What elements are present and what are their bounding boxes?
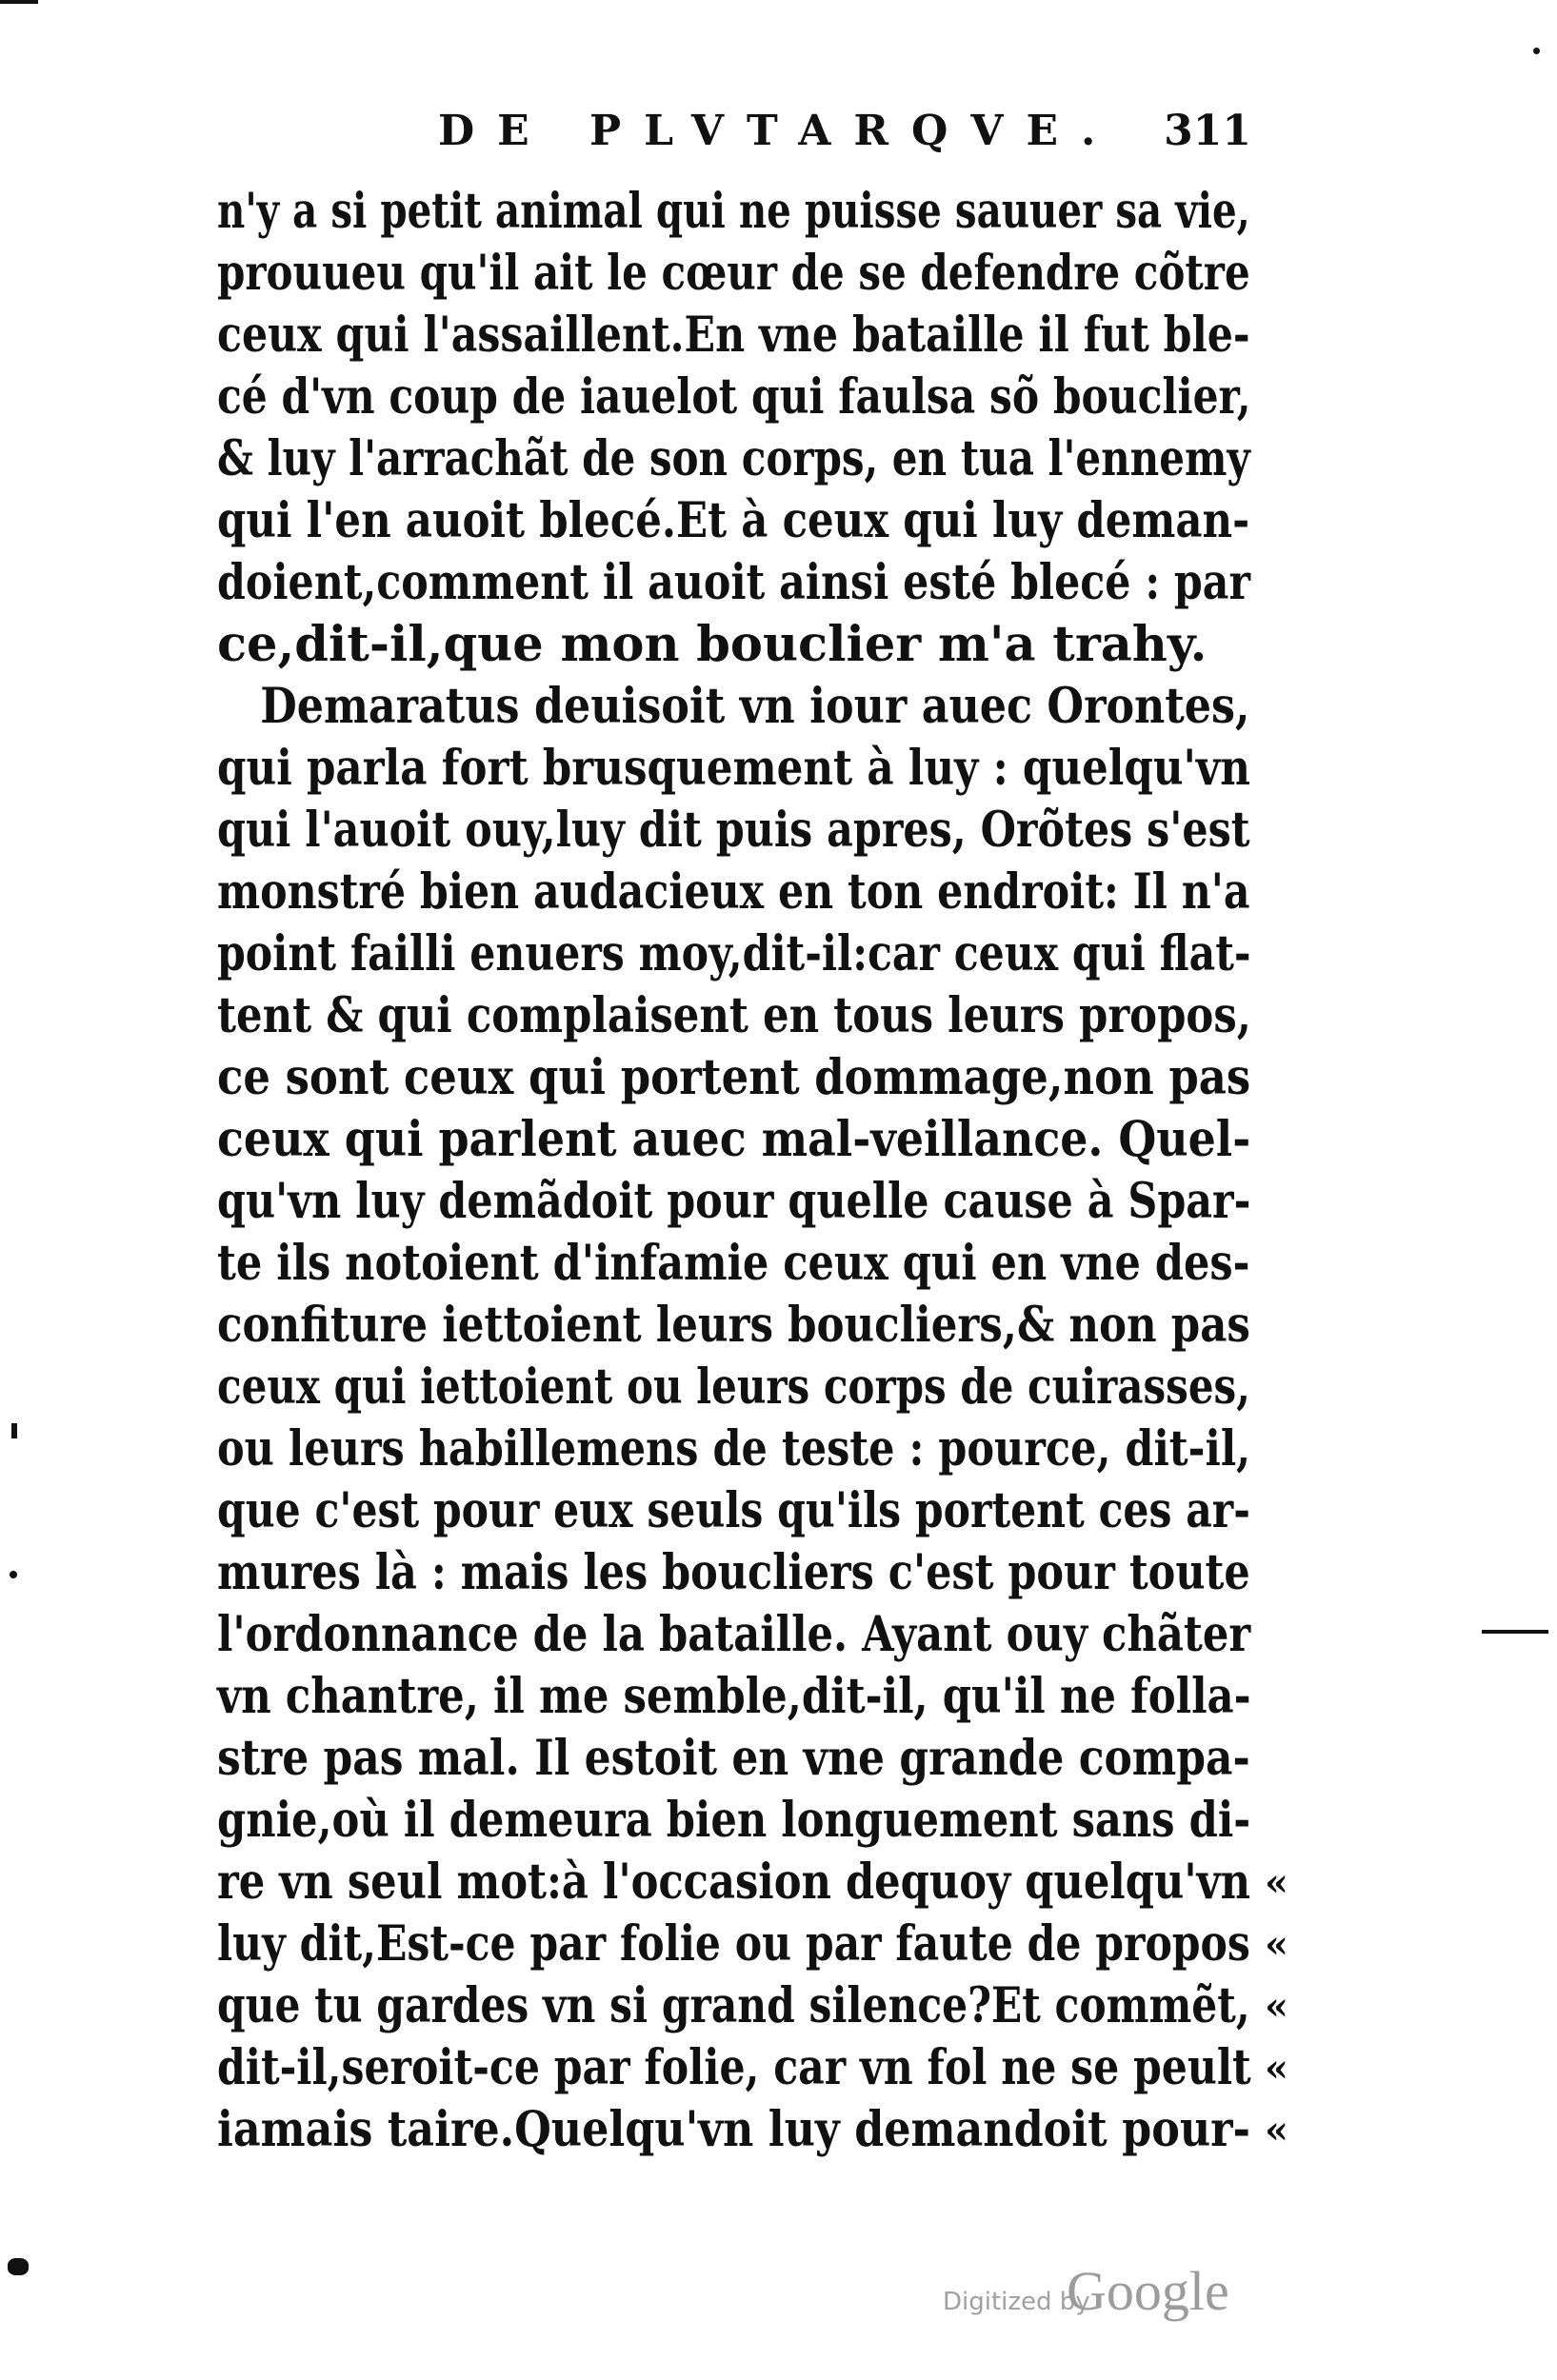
text-line: [217, 243, 1284, 305]
text-line: [217, 1975, 1288, 2037]
text-line: [217, 1295, 1284, 1357]
text-line: [217, 305, 1284, 367]
line-text: ou leurs habillemens de teste : pource, dit-il,: [217, 1420, 1251, 1478]
text-line: [217, 1418, 1284, 1480]
line-text: re vn seul mot:à l'occasion dequoy quelqu'vn: [217, 1854, 1251, 1911]
line-text: qu'vn luy demãdoit pour quelle cause à Spar-: [217, 1173, 1251, 1230]
text-line: [217, 1357, 1284, 1418]
ink-speck: [1482, 1630, 1548, 1634]
text-line: [217, 1233, 1284, 1295]
margin-quote-marker: «: [1265, 1922, 1288, 1967]
text-line: [217, 1109, 1284, 1171]
margin-quote-marker: «: [1265, 1860, 1288, 1905]
text-line: [217, 1852, 1288, 1914]
line-text: que c'est pour eux seuls qu'ils portent ces ar-: [217, 1482, 1250, 1539]
text-line: [217, 367, 1284, 428]
text-line: [217, 428, 1284, 490]
digitized-by-label: Digitized by: [943, 2288, 1090, 2316]
text-line: [217, 923, 1284, 985]
line-text: iamais taire.Quelqu'vn luy demandoit pour-: [217, 2101, 1250, 2158]
line-text: ceux qui parlent auec mal-veillance. Quel-: [217, 1111, 1251, 1168]
line-text: ceux qui iettoient ou leurs corps de cuirasses,: [217, 1359, 1250, 1416]
margin-quote-marker: «: [1265, 2046, 1288, 2091]
line-text: mures là : mais les boucliers c'est pour toute: [217, 1544, 1250, 1601]
text-line: [217, 1666, 1284, 1728]
text-line: [217, 1047, 1284, 1109]
text-line: [217, 1728, 1284, 1790]
ink-speck: [10, 1571, 17, 1578]
text-line: [217, 1542, 1284, 1604]
line-text: & luy l'arrachãt de son corps, en tua l'ennemy: [217, 430, 1250, 487]
text-line: [217, 1171, 1284, 1233]
body-text: [217, 181, 1288, 2161]
text-line: [217, 1480, 1284, 1542]
page-number: 311: [1164, 107, 1251, 155]
text-line: [217, 2099, 1288, 2161]
text-line: [217, 738, 1284, 800]
line-text: te ils notoient d'infamie ceux qui en vne des-: [217, 1235, 1250, 1292]
ink-speck: [8, 2258, 29, 2275]
line-text: que tu gardes vn si grand silence?Et commẽt,: [217, 1977, 1250, 2034]
text-line: [217, 490, 1284, 552]
margin-quote-marker: «: [1265, 2108, 1288, 2152]
line-text: luy dit,Est-ce par folie ou par faute de propos: [217, 1915, 1250, 1973]
line-text: ceux qui l'assaillent.En vne bataille il fut ble-: [217, 307, 1250, 364]
text-line: [217, 1604, 1284, 1666]
line-text: ce sont ceux qui portent dommage,non pas: [217, 1049, 1251, 1106]
line-text: vn chantre, il me semble,dit-il, qu'il ne folla-: [217, 1668, 1251, 1725]
ink-speck: [0, 0, 38, 4]
text-line: [217, 800, 1284, 862]
ink-speck: [11, 1423, 17, 1438]
text-line: [217, 862, 1284, 923]
text-line: [217, 614, 1284, 676]
line-text: point failli enuers moy,dit-il:car ceux qui flat-: [217, 925, 1251, 982]
line-text: n'y a si petit animal qui ne puisse sauuer sa vie,: [217, 183, 1250, 240]
line-text: monstré bien audacieux en ton endroit: Il n'a: [217, 863, 1250, 921]
text-line: [217, 676, 1284, 738]
line-text: gnie,où il demeura bien longuement sans di-: [217, 1792, 1251, 1849]
line-text: stre pas mal. Il estoit en vne grande compa-: [217, 1730, 1250, 1787]
line-text: ce,dit-il,que mon bouclier m'a trahy.: [217, 616, 1208, 673]
margin-quote-marker: «: [1265, 1984, 1288, 2029]
running-head: [419, 107, 1276, 164]
line-text: confiture iettoient leurs boucliers,& non pas: [217, 1297, 1250, 1354]
text-line: [217, 2037, 1288, 2099]
text-line: [217, 1914, 1288, 1975]
digitization-watermark: [943, 2261, 1257, 2328]
text-line: [217, 181, 1284, 243]
line-text: qui l'auoit ouy,luy dit puis apres, Orõtes s'est: [217, 802, 1250, 859]
line-text: cé d'vn coup de iauelot qui faulsa sõ bouclier,: [217, 368, 1251, 426]
line-text: dit-il,seroit-ce par folie, car vn fol ne se peult: [217, 2039, 1251, 2096]
text-line: [217, 1790, 1284, 1852]
text-line: [217, 985, 1284, 1047]
line-text: tent & qui complaisent en tous leurs propos,: [217, 987, 1251, 1044]
line-text: Demaratus deuisoit vn iour auec Orontes,: [260, 678, 1250, 735]
text-line: [217, 552, 1284, 614]
line-text: doient,comment il auoit ainsi esté blecé : par: [217, 554, 1250, 611]
running-title: DE PLVTARQVE.: [438, 107, 1119, 155]
line-text: qui l'en auoit blecé.Et à ceux qui luy deman-: [217, 492, 1250, 549]
google-wordmark: Google: [1067, 2260, 1229, 2322]
line-text: qui parla fort brusquement à luy : quelqu'vn: [217, 740, 1250, 797]
line-text: l'ordonnance de la bataille. Ayant ouy chãter: [217, 1606, 1251, 1663]
ink-speck: [1533, 48, 1540, 54]
line-text: prouueu qu'il ait le cœur de se defendre cõtre: [217, 245, 1250, 302]
